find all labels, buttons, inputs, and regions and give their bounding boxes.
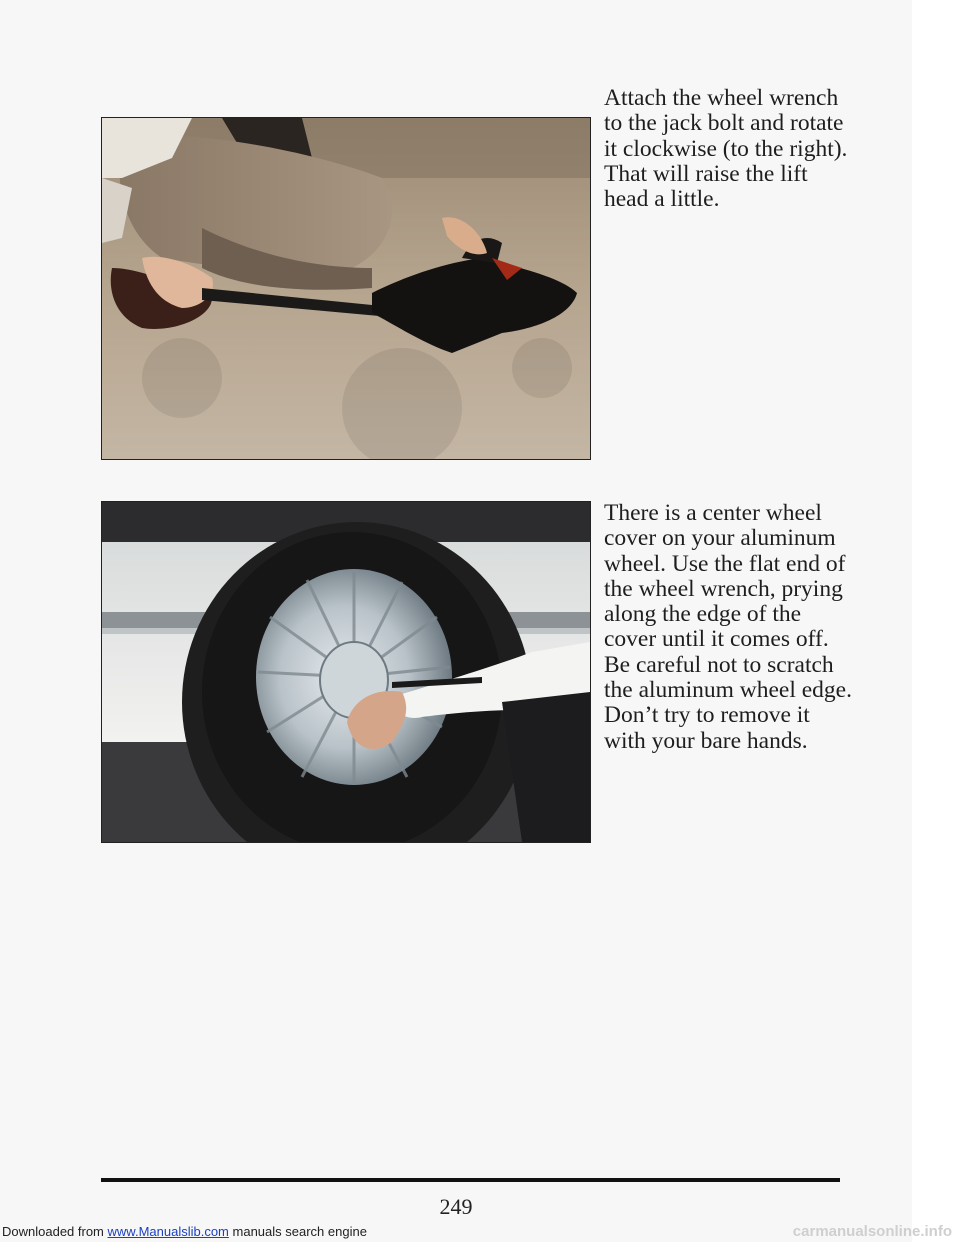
photo-wheel-cover	[101, 501, 591, 843]
manualslib-link[interactable]: www.Manualslib.com	[107, 1224, 229, 1239]
page-number: 249	[439, 1194, 473, 1219]
watermark-suffix: manuals search engine	[232, 1224, 367, 1239]
watermark-left	[2, 1224, 367, 1239]
photo-jack-wrench	[101, 117, 591, 460]
watermark-bar	[0, 1222, 960, 1242]
footer-rule	[101, 1178, 840, 1182]
watermark-prefix: Downloaded from	[2, 1224, 104, 1239]
watermark-right: carmanualsonline.info	[792, 1223, 952, 1240]
instruction-paragraph-1: Attach the wheel wrench to the jack bolt and rotate it clockwise (to the right). That will raise the lift head a little.	[604, 85, 848, 213]
instruction-paragraph-2: There is a center wheel cover on your aluminum wheel. Use the flat end of the wheel wrench, prying along the edge of the cover until it comes off. Be careful not to scratch the aluminum wheel edge. Don’t try to remove it with your bare hands.	[604, 500, 852, 754]
